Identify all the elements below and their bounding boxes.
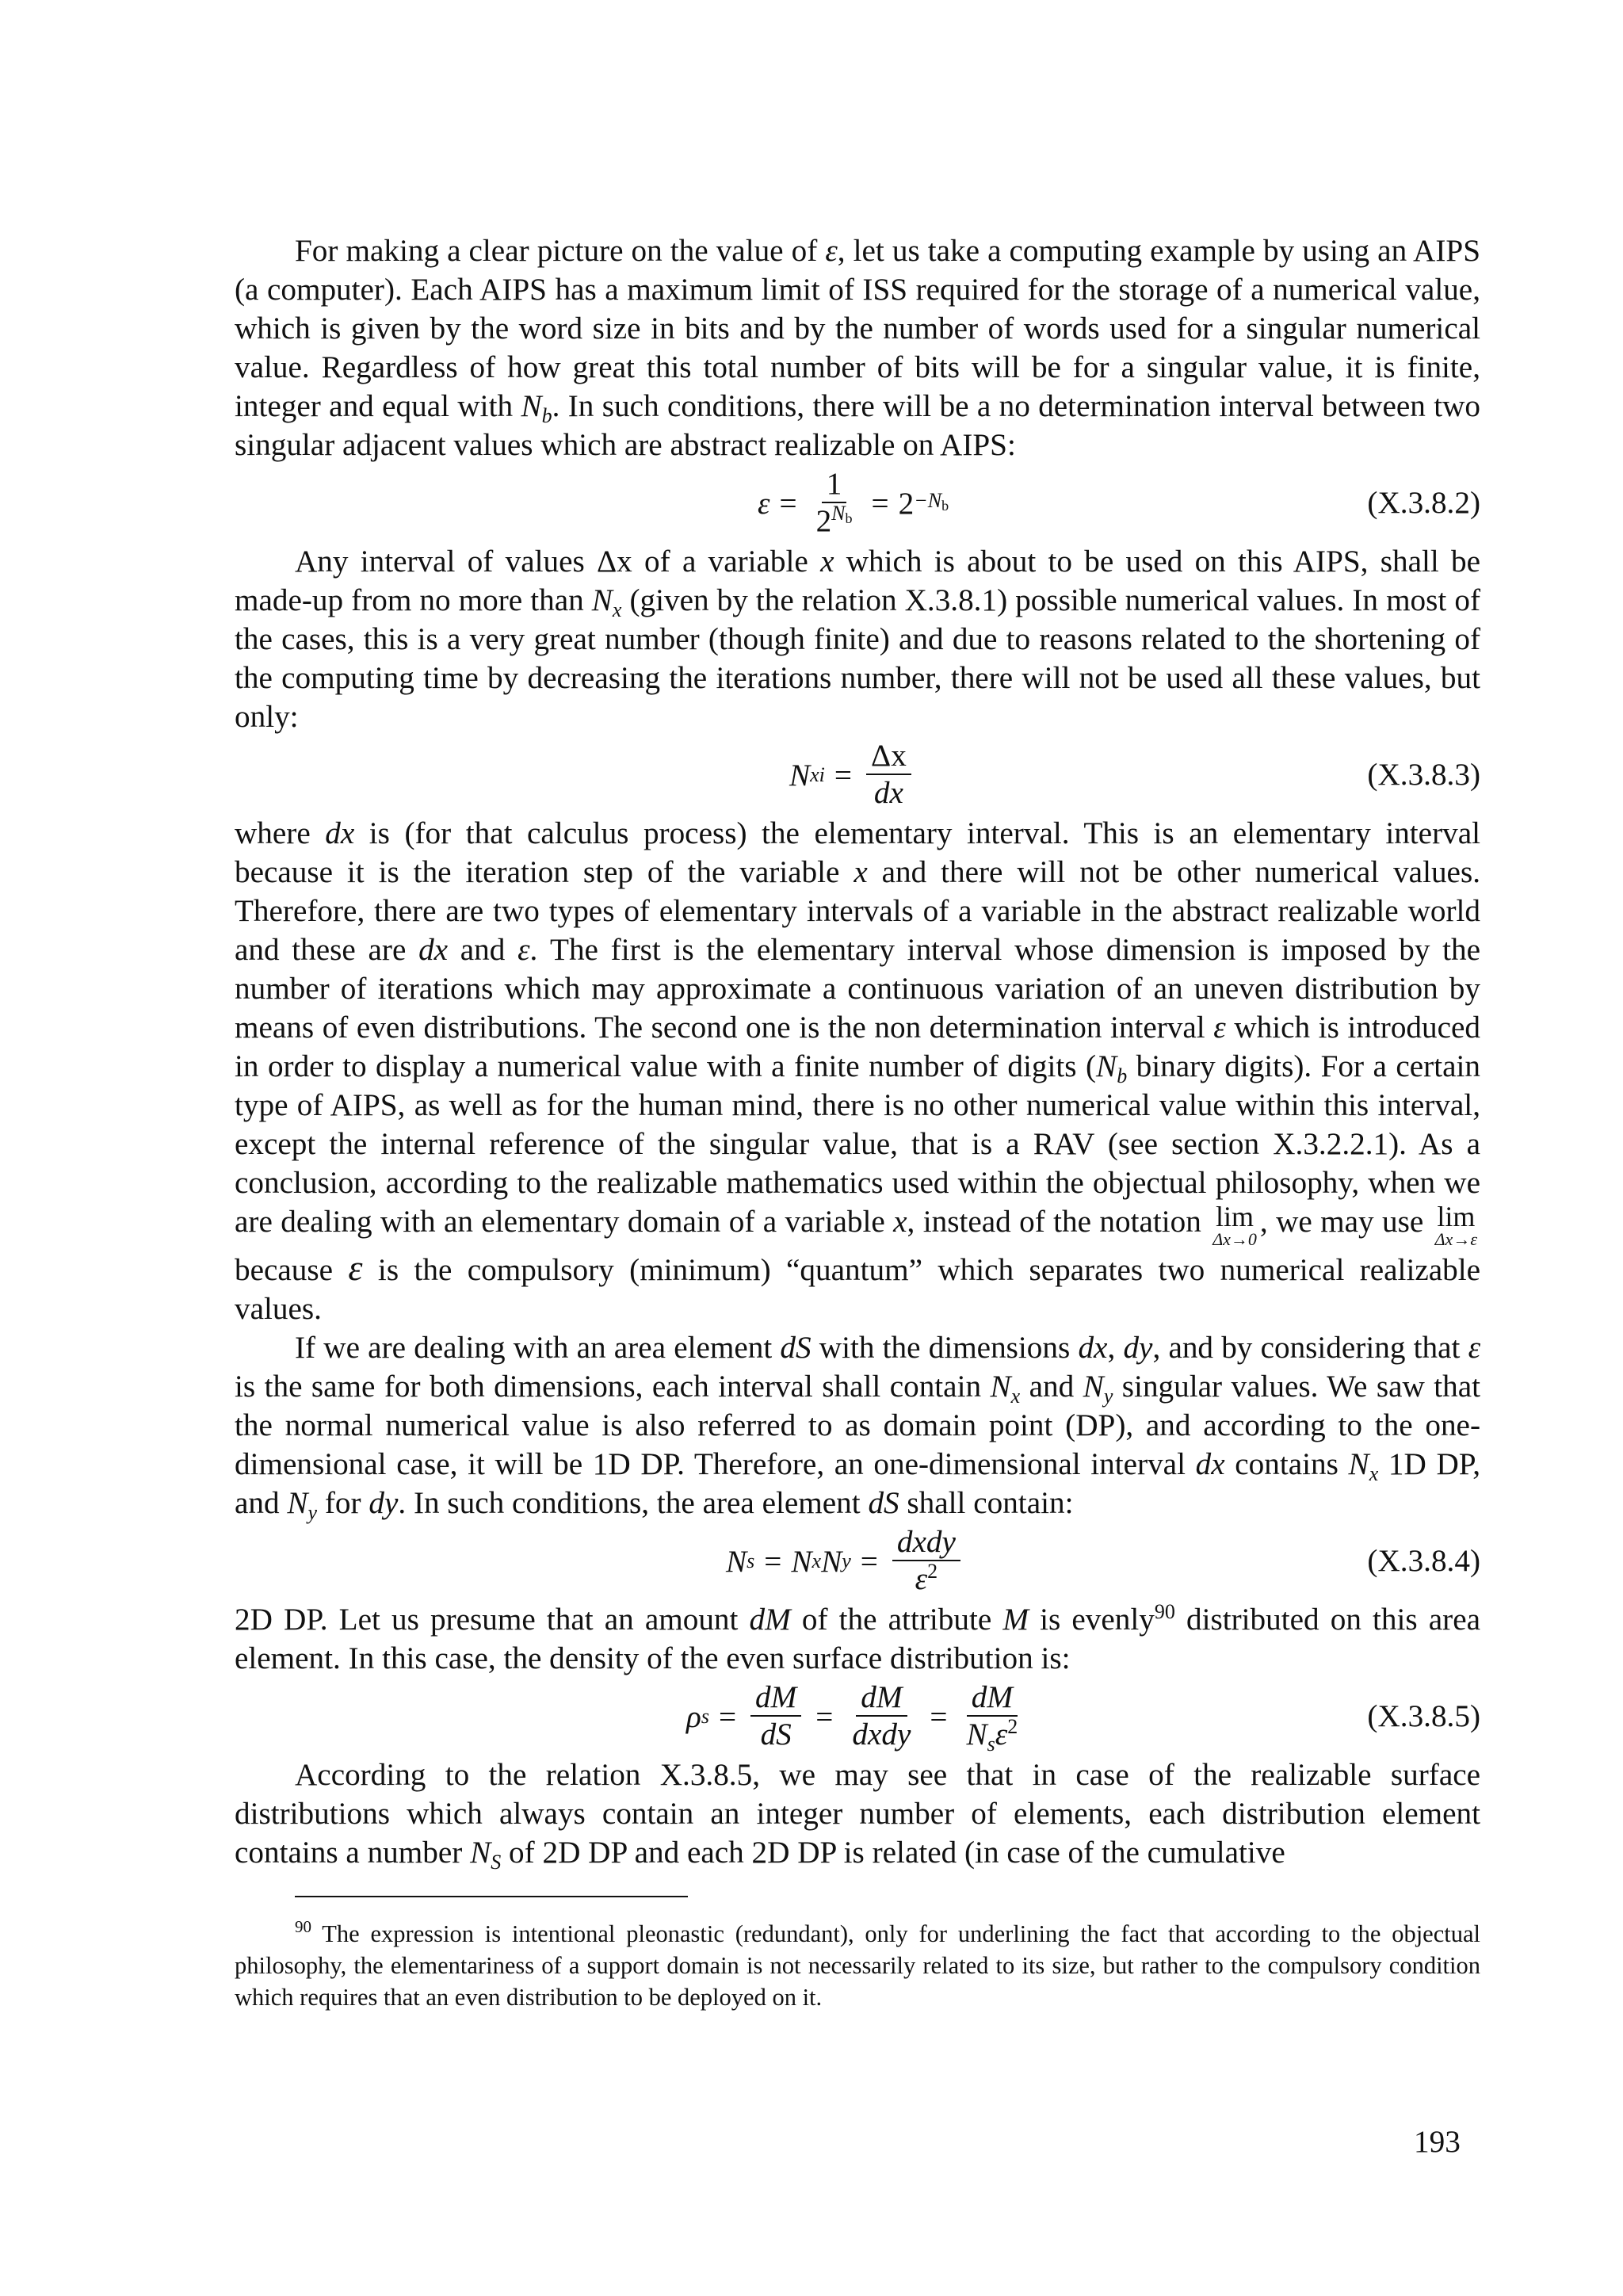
- footnote-number: 90: [295, 1917, 311, 1936]
- paragraph-2: Any interval of values Δx of a variable x which is about to be used on this AIPS, shall be made-up from no more than $N_x$ (given by the relation X.3.8.1) possible numerical values. In most of the cases, this is a very great number (though finite) and due to reasons related to the shortening of the computing time by decreasing the iterations number, there will not be used all these values, but only:: [235, 544, 1480, 734]
- footnote-90: $^{90}$ The expression is intentional pleonastic (redundant), only for underlining the fact that according to the objectual philosophy, the elementariness of a support domain is not necessarily related to its size, but rather to the compulsory condition which requires that an even distribution to be deployed on it.: [235, 1917, 1480, 2011]
- equation-label: (X.3.8.2): [1367, 486, 1480, 520]
- equation-label: (X.3.8.5): [1367, 1699, 1480, 1733]
- equation-label: (X.3.8.4): [1367, 1544, 1480, 1578]
- equation-x-3-8-4: N s = N x N y = $\frac{\text{dxdy}}{\varepsilon^2}$ (X.3.8.4): [726, 1525, 1480, 1596]
- paragraph-3: where dx is (for that calculus process) the elementary interval. This is an elementary interval because it is the iteration step of the variable x and there will not be other numerical values. Therefore, there are two types of elementary intervals of a variable in the abstract realizable world and these are dx and ε. The first is the elementary interval whose dimension is imposed by the number of iterations which may approximate a continuous variation of an uneven distribution by means of even distributions. The second one is the non determination interval ε which is introduced in order to display a numerical value with a finite number of digits ($N_b$ binary digits). For a certain type of AIPS, as well as for the human mind, there is no other numerical value within this interval, except the internal reference of the singular value, that is a RAV (see section X.3.2.2.1). As a conclusion, according to the realizable mathematics used within the objectual philosophy, when we are dealing with an elementary domain of a variable x, instead of the notation lim Δx→0 , we may use lim Δx→ε because ε is the compulsory (minimum) “quantum” which separates two numerical realizable values.: [235, 816, 1481, 1326]
- limit-notation-zero: lim Δx→0: [1212, 1201, 1257, 1249]
- footnote-reference: 90: [1154, 1600, 1175, 1623]
- paragraph-5: 2D DP. Let us presume that an amount dM of the attribute M is evenly$^{90}$ distributed on this area element. In this case, the density of the even surface distribution is:: [235, 1600, 1481, 1675]
- equation-x-3-8-5: ρ s = $\frac{dM}{dS}$ = $\frac{dM}{\text{dxdy}}$ = $\frac{dM}{N_s\varepsilon^2}$ (X.3.8.5): [686, 1680, 1480, 1755]
- equation-x-3-8-3: N xi = $\frac{\Delta x}{dx}$ (X.3.8.3): [789, 739, 1480, 810]
- paragraph-6: According to the relation X.3.8.5, we may see that in case of the realizable surface distributions which always contain an integer number of elements, each distribution element contains a number $N_S$ of 2D DP and each 2D DP is related (in case of the cumulative: [235, 1758, 1480, 1874]
- paragraph-4: If we are dealing with an area element dS with the dimensions dx, dy, and by considering that ε is the same for both dimensions, each interval shall contain $N_x$ and $N_y$ singular values. We saw that the normal numerical value is also referred to as domain point (DP), and according to the one-dimensional case, it will be 1D DP. Therefore, an one-dimensional interval dx contains $N_x$ 1D DP, and $N_y$ for dy. In such conditions, the area element dS shall contain:: [235, 1331, 1481, 1524]
- page-number: 193: [1414, 2125, 1461, 2159]
- limit-notation-epsilon: lim Δx→ε: [1434, 1201, 1477, 1249]
- page-body: [235, 231, 1480, 2013]
- equation-label: (X.3.8.3): [1367, 758, 1480, 792]
- equation-x-3-8-2: ε = $\frac{1}{2^{N_b}}$ = 2 $-N_b$ (X.3.8.2): [758, 467, 1480, 538]
- paragraph-1: For making a clear picture on the value of ε, let us take a computing example by using an AIPS (a computer). Each AIPS has a maximum limit of ISS required for the storage of a numerical value, which is given by the word size in bits and by the number of words used for a singular numerical value. Regardless of how great this total number of bits will be for a singular value, it is finite, integer and equal with $N_b$. In such conditions, there will be a no determination interval between two singular adjacent values which are abstract realizable on AIPS:: [235, 234, 1480, 462]
- footnote-separator: [295, 1896, 688, 1897]
